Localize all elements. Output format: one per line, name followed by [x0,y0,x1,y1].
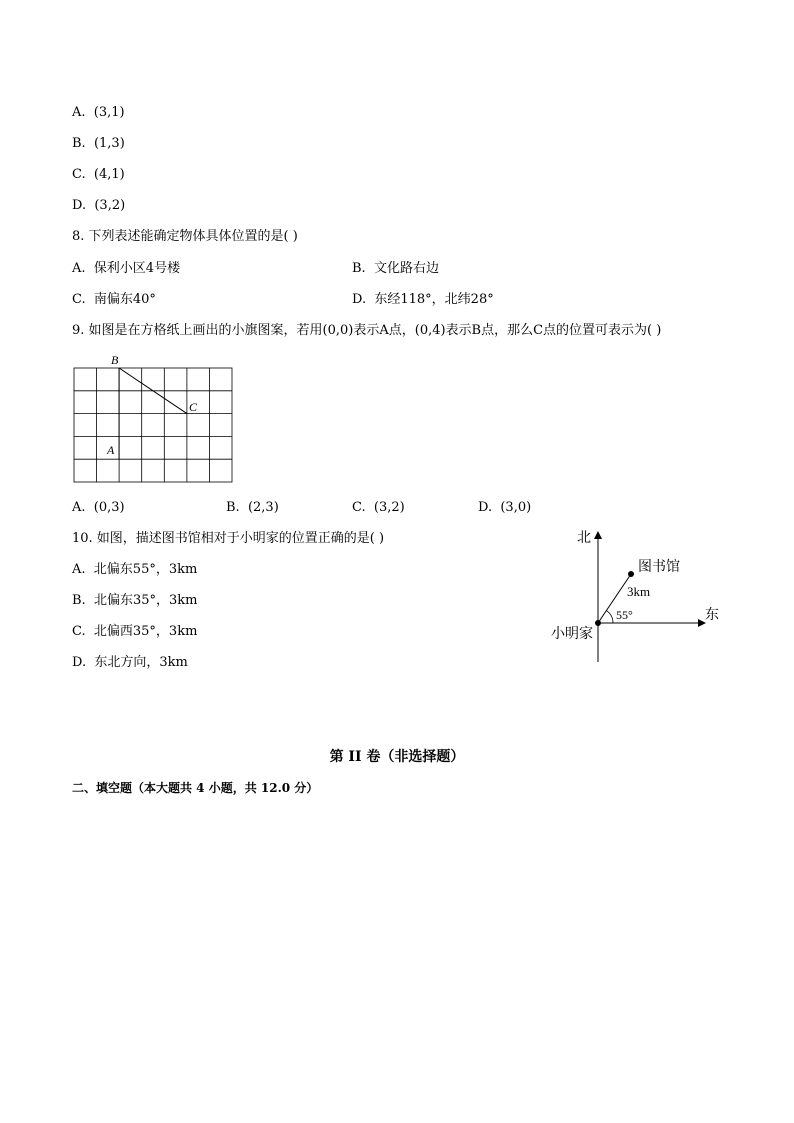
q9-grid-figure [70,350,240,490]
option-text: 东经118°，北纬28° [374,292,494,307]
option-text: (3,1) [93,105,125,120]
option-text: 北偏东35°，3km [93,593,198,608]
option-letter: C. [72,167,86,182]
option-letter: B. [226,500,240,515]
option-letter: A. [72,105,86,120]
option-letter: A. [72,261,86,276]
option-text: (0,3) [93,500,125,515]
library-point [628,571,634,577]
q9-stem: 9. 如图是在方格纸上画出的小旗图案，若用(0,0)表示A点，(0,4)表示B点，那么C点的位置可表示为( ) [72,323,662,338]
option-text: (1,3) [93,136,125,151]
q9-option-a [72,500,125,516]
option-letter: C. [72,624,86,639]
point-label-b: B [111,353,119,367]
option-letter: D. [72,655,87,670]
option-text: (2,3) [247,500,279,515]
q10-option-c [72,624,197,640]
q9-option-d [478,500,531,516]
q10-option-a [72,562,197,578]
q8-option-d [352,292,494,308]
home-label: 小明家 [551,627,593,642]
q10-option-d [72,655,188,671]
q10-option-b [72,593,197,609]
option-letter: C. [72,292,86,307]
option-text: 北偏西35°，3km [93,624,198,639]
option-letter: A. [72,562,86,577]
point-label-a: A [107,443,115,457]
option-letter: A. [72,500,86,515]
angle-label: 55° [616,608,633,622]
q8-option-c [72,292,156,308]
option-text: (3,0) [500,500,532,515]
q7-option-d [72,198,125,214]
option-letter: D. [478,500,493,515]
option-letter: B. [72,136,86,151]
option-letter: B. [352,261,366,276]
option-text: 南偏东40° [93,292,156,307]
option-text: 文化路右边 [373,261,439,276]
q10-stem: 10. 如图，描述图书馆相对于小明家的位置正确的是( ) [72,531,385,546]
option-letter: D. [72,198,87,213]
angle-arc [606,611,613,623]
point-label-c: C [189,400,198,414]
q10-direction-figure [545,522,730,667]
option-letter: D. [352,292,367,307]
q8-option-b [352,261,439,277]
north-label: 北 [577,531,591,546]
q9-option-c [352,500,405,516]
option-text: (3,2) [373,500,405,515]
section-title: 第 II 卷（非选择题） [329,749,465,765]
q8-stem: 8. 下列表述能确定物体具体位置的是( ) [72,229,298,244]
library-label: 图书馆 [638,560,680,575]
q7-option-b [72,136,125,152]
q8-option-a [72,261,180,277]
home-point [595,620,601,626]
q7-option-c [72,167,125,183]
option-text: (3,2) [94,198,126,213]
option-letter: B. [72,593,86,608]
section-heading: 二、填空题（本大题共 4 小题，共 12.0 分） [72,781,319,795]
option-text: 北偏东55°，3km [93,562,198,577]
q7-option-a [72,105,125,121]
option-text: (4,1) [93,167,125,182]
east-label: 东 [705,608,719,623]
q9-option-b [226,500,279,516]
distance-label: 3km [627,584,651,599]
grid-lines [74,368,232,482]
option-text: 保利小区4号楼 [93,261,181,276]
option-letter: C. [352,500,366,515]
option-text: 东北方向，3km [94,655,188,670]
